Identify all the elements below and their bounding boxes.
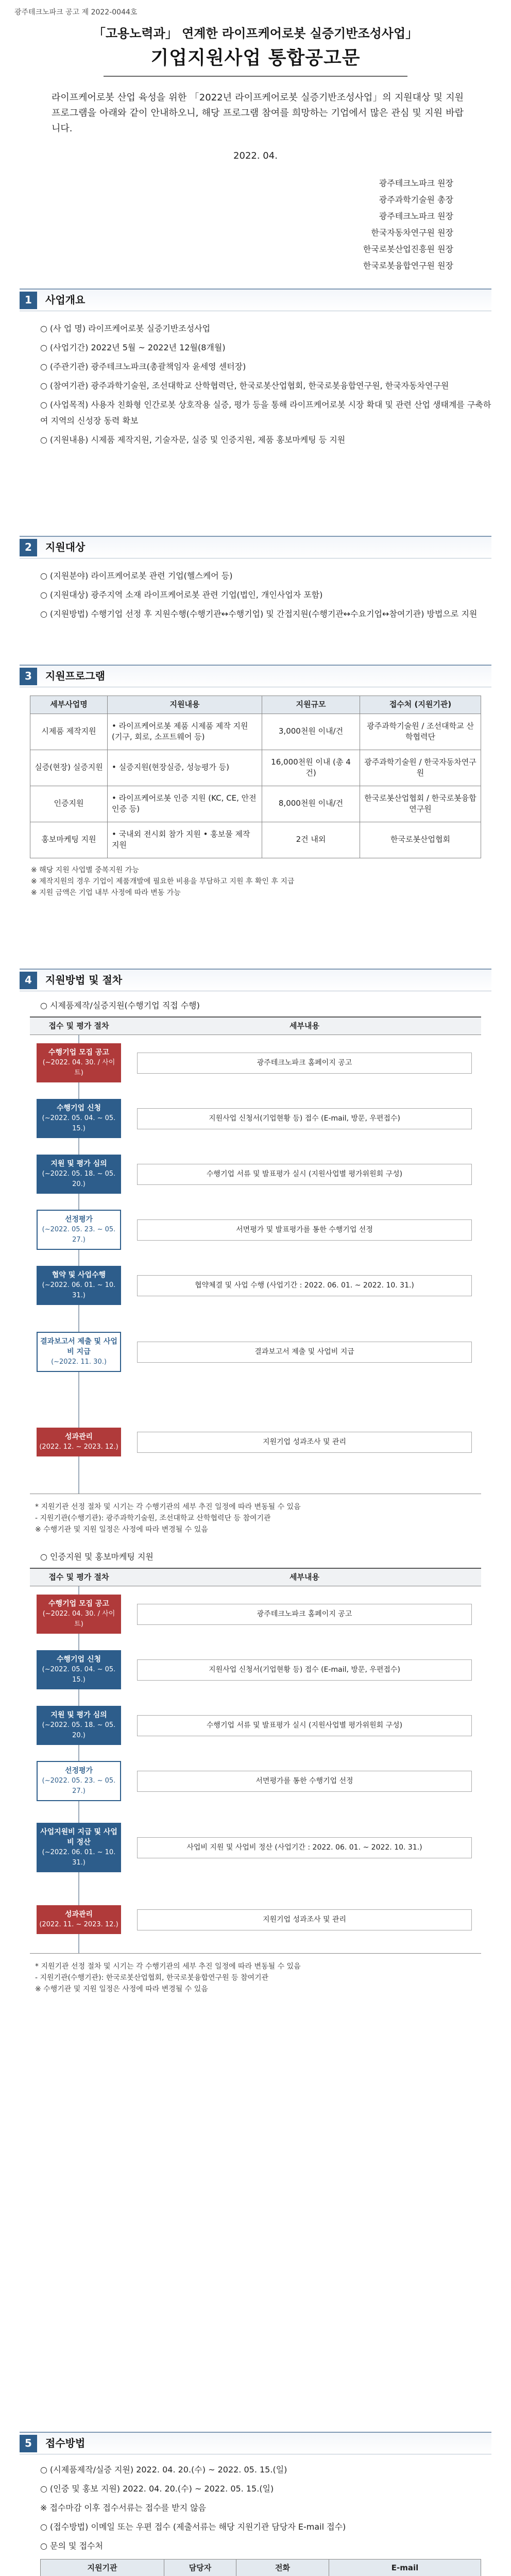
table-cell: 인증지원 (30, 786, 108, 822)
step-date: (~2022. 05. 23. ~ 05. 27.) (42, 1226, 116, 1244)
step-desc: 수행기업 서류 및 발표평가 실시 (지원사업별 평가위원회 구성) (137, 1164, 472, 1185)
step-desc: 서면평가 및 발표평가를 통한 수행기업 선정 (137, 1219, 472, 1241)
step-label: 수행기업 모집 공고 (48, 1048, 109, 1057)
flow-step-box (37, 1043, 121, 1082)
step-date: (~2022. 04. 30. / 사이트) (42, 1059, 115, 1077)
step-desc: 지원사업 신청서(기업현황 등) 접수 (E-mail, 방문, 우편접수) (137, 1108, 472, 1129)
section-title: 사업개요 (45, 294, 86, 306)
section-submission (20, 2432, 491, 2576)
column-header: 지원내용 (108, 696, 262, 714)
step-date: (2022. 11. ~ 2023. 12.) (39, 1921, 118, 1929)
step-date: (2022. 12. ~ 2023. 12.) (39, 1443, 118, 1451)
section-overview (20, 289, 491, 451)
table-cell: 광주과학기술원 / 조선대학교 산학협력단 (360, 714, 481, 750)
note-item: ※ 제작지원의 경우 기업이 제품개발에 필요한 비용을 부담하고 지원 후 확인 후 지급 (31, 877, 295, 886)
flow-step-box (37, 1099, 121, 1138)
section-number: 1 (20, 292, 37, 309)
title-underline (104, 76, 407, 77)
note-item: - 지원기관(수행기관): 광주과학기술원, 조선대학교 산학협력단 등 참여기관 (35, 1514, 271, 1523)
flow-chart-1 (30, 1016, 481, 1494)
section-header (20, 665, 491, 687)
org-item: 광주테크노파크 원장 (379, 178, 453, 188)
flow-step (30, 1146, 481, 1202)
column-header: 접수처 (지원기관) (360, 696, 481, 714)
section-number: 2 (20, 539, 37, 556)
flow-step (30, 1586, 481, 1642)
flow-subtitle: ○ 시제품제작/실증지원(수행기업 직접 수행) (40, 1001, 200, 1010)
list-item: ※ 접수마감 이후 접수서류는 접수를 받지 않음 (40, 2503, 207, 2513)
flow-step (30, 1035, 481, 1091)
section-title: 지원프로그램 (45, 670, 105, 682)
notes (31, 865, 491, 899)
section-procedure (20, 969, 491, 1995)
bullet-list (40, 320, 491, 448)
list-item: ○ (접수방법) 이메일 또는 우편 접수 (제출서류는 해당 지원기관 담당자 E-mail 접수) (40, 2522, 346, 2532)
flow-step (30, 1391, 481, 1494)
list-item: ○ (지원방법) 수행기업 선정 후 지원수행(수행기관↔수행기업) 및 간접지원(수행기관↔수요기업↔참여기관) 방법으로 지원 (40, 609, 478, 619)
table-cell: 2건 내외 (262, 822, 360, 858)
notes (35, 1501, 491, 1535)
org-item: 광주테크노파크 원장 (379, 211, 453, 221)
step-label: 수행기업 신청 (56, 1655, 101, 1664)
table-header-row (30, 696, 481, 714)
column-header: 지원규모 (262, 696, 360, 714)
section-title: 접수방법 (45, 2437, 86, 2449)
flow-header-left: 접수 및 평가 절차 (48, 1021, 109, 1030)
step-desc: 광주테크노파크 홈페이지 공고 (137, 1053, 472, 1074)
org-list (363, 175, 453, 274)
step-desc: 지원사업 신청서(기업현황 등) 접수 (E-mail, 방문, 우편접수) (137, 1659, 472, 1681)
program-table (30, 696, 481, 858)
table-cell: • 라이프케어로봇 인증 지원 (KC, CE, 안전인증 등) (108, 786, 262, 822)
table-row (30, 786, 481, 822)
section-number: 4 (20, 972, 37, 989)
table-header-row (41, 2560, 481, 2576)
step-date: (~2022. 05. 18. ~ 05. 20.) (42, 1170, 116, 1189)
step-desc: 광주테크노파크 홈페이지 공고 (137, 1604, 472, 1625)
section-title: 지원대상 (45, 541, 86, 553)
org-item: 한국로봇산업진흥원 원장 (363, 244, 453, 254)
step-label: 선정평가 (64, 1767, 93, 1775)
list-item: ○ (지원내용) 시제품 제작지원, 기술자문, 실증 및 인증지원, 제품 홍보마케팅 등 지원 (40, 435, 346, 445)
org-item: 한국자동차연구원 원장 (371, 228, 453, 238)
flow-step (30, 1886, 481, 1953)
step-label: 협약 및 사업수행 (52, 1271, 106, 1280)
step-label: 결과보고서 제출 및 사업비 지급 (40, 1337, 117, 1357)
step-desc: 지원기업 성과조사 및 관리 (137, 1909, 472, 1930)
step-label: 성과관리 (64, 1910, 93, 1919)
notes (35, 1961, 491, 1995)
section-programs (20, 665, 491, 899)
flow-step-box (37, 1761, 121, 1801)
step-desc: 결과보고서 제출 및 사업비 지급 (137, 1342, 472, 1363)
step-desc: 수행기업 서류 및 발표평가 실시 (지원사업별 평가위원회 구성) (137, 1715, 472, 1736)
list-item: ○ (사업목적) 사용자 친화형 인간로봇 상호작용 실증, 평가 등을 통해 라이프케어로봇 시장 확대 및 관련 산업 생태계를 구축하여 지역의 신성장 동력 확보 (40, 400, 491, 426)
step-date: (~2022. 05. 23. ~ 05. 27.) (42, 1777, 116, 1795)
step-date: (~2022. 11. 30.) (51, 1358, 107, 1366)
note-item: ※ 수행기관 및 지원 일정은 사정에 따라 변경될 수 있음 (35, 1526, 208, 1534)
step-date: (~2022. 06. 01. ~ 10. 31.) (42, 1281, 116, 1300)
step-label: 선정평가 (64, 1215, 93, 1224)
step-label: 수행기업 신청 (56, 1104, 101, 1113)
flow-step (30, 1258, 481, 1313)
step-date: (~2022. 05. 18. ~ 05. 20.) (42, 1721, 116, 1740)
list-item: ○ (사 업 명) 라이프케어로봇 실증기반조성사업 (40, 324, 211, 333)
step-date: (~2022. 05. 04. ~ 05. 15.) (42, 1114, 116, 1133)
contact-table (40, 2559, 481, 2576)
flow-subtitle: ○ 인증지원 및 홍보마케팅 지원 (40, 1552, 154, 1562)
step-desc: 협약체결 및 사업 수행 (사업기간 : 2022. 06. 01. ~ 2022. 10. 31.) (137, 1275, 472, 1296)
table-row (30, 714, 481, 750)
step-date: (~2022. 04. 30. / 사이트) (42, 1610, 115, 1629)
note-item: ※ 해당 지원 사업별 중복지원 가능 (31, 866, 139, 874)
table-cell: 광주과학기술원 / 한국자동차연구원 (360, 750, 481, 786)
step-label: 사업지원비 지급 및 사업비 정산 (40, 1828, 117, 1847)
flow-header (30, 1016, 481, 1035)
step-desc: 서면평가를 통한 수행기업 선정 (137, 1771, 472, 1792)
flow-step-box (37, 1332, 121, 1372)
table-cell: 한국로봇산업협회 (360, 822, 481, 858)
table-cell: 실증(현장) 실증지원 (30, 750, 108, 786)
table-cell: 3,000천원 이내/건 (262, 714, 360, 750)
table-cell: 8,000천원 이내/건 (262, 786, 360, 822)
intro-paragraph: 라이프케어로봇 산업 육성을 위한 「2022년 라이프케어로봇 실증기반조성사업」의 지원대상 및 지원 프로그램을 아래와 같이 안내하오니, 해당 프로그램 참여를 희망하는 기업에서 많은 관심 및 지원 바랍니다. (52, 92, 464, 134)
column-header: E-mail (329, 2560, 481, 2576)
table-cell: • 국내외 전시회 참가 지원 • 홍보물 제작 지원 (108, 822, 262, 858)
table-row (30, 822, 481, 858)
list-item: ○ (지원대상) 광주지역 소재 라이프케어로봇 관련 기업(법인, 개인사업자 포함) (40, 590, 323, 600)
step-date: (~2022. 05. 04. ~ 05. 15.) (42, 1666, 116, 1684)
table-cell: 홍보마케팅 지원 (30, 822, 108, 858)
section-number: 3 (20, 668, 37, 685)
section-header (20, 536, 491, 558)
list-item: ○ (지원분야) 라이프케어로봇 관련 기업(헬스케어 등) (40, 571, 233, 581)
list-item: ○ 문의 및 접수처 (40, 2541, 103, 2551)
flow-step (30, 1091, 481, 1146)
flow-chart-2 (30, 1568, 481, 1954)
flow-step-box (37, 1155, 121, 1194)
flow-header (30, 1568, 481, 1586)
bullet-list (40, 2462, 491, 2554)
table-cell: 한국로봇산업협회 / 한국로봇융합연구원 (360, 786, 481, 822)
table-cell: 시제품 제작지원 (30, 714, 108, 750)
flow-header-right: 세부내용 (289, 1021, 319, 1030)
section-header (20, 2432, 491, 2454)
step-label: 성과관리 (64, 1433, 93, 1442)
flow-step-box (37, 1905, 121, 1934)
list-item: ○ (시제품제작/실증 지원) 2022. 04. 20.(수) ~ 2022. 05. 15.(일) (40, 2465, 287, 2475)
section-header (20, 969, 491, 991)
section-number: 5 (20, 2435, 37, 2452)
bullet-list (40, 568, 491, 622)
flow-body (30, 1035, 481, 1494)
page-title: 기업지원사업 통합공고문 (150, 47, 361, 69)
list-item: ○ (주관기관) 광주테크노파크(총괄책임자 윤세영 센터장) (40, 362, 246, 371)
column-header: 세부사업명 (30, 696, 108, 714)
flow-step (30, 1642, 481, 1698)
flow-step (30, 1202, 481, 1258)
org-item: 광주과학기술원 총장 (379, 195, 453, 205)
flow-step-box (37, 1428, 121, 1456)
table-cell: • 실증지원(현장실증, 성능평가 등) (108, 750, 262, 786)
section-target (20, 536, 491, 625)
announce-date: 2022. 04. (233, 150, 278, 161)
table-cell: 16,000천원 이내 (총 4건) (262, 750, 360, 786)
flow-step (30, 1698, 481, 1753)
step-desc: 지원기업 성과조사 및 관리 (137, 1432, 472, 1453)
step-date: (~2022. 06. 01. ~ 10. 31.) (42, 1849, 116, 1867)
flow-step-box (37, 1706, 121, 1745)
list-item: ○ (사업기간) 2022년 5월 ~ 2022년 12월(8개월) (40, 343, 226, 352)
step-desc: 사업비 지원 및 사업비 정산 (사업기간 : 2022. 06. 01. ~ 2022. 10. 31.) (137, 1837, 472, 1858)
flow-step (30, 1809, 481, 1886)
column-header: 지원기관 (41, 2560, 164, 2576)
document-number: 광주테크노파크 공고 제 2022-0044호 (14, 8, 138, 16)
flow-step-box (37, 1823, 121, 1872)
table-cell: • 라이프케어로봇 제품 시제품 제작 지원 (기구, 회로, 소프트웨어 등) (108, 714, 262, 750)
step-label: 지원 및 평가 심의 (50, 1160, 107, 1168)
flow-step (30, 1313, 481, 1391)
org-item: 한국로봇융합연구원 원장 (363, 261, 453, 270)
column-header: 전화 (236, 2560, 329, 2576)
note-item: ※ 지원 금액은 기업 내부 사정에 따라 변동 가능 (31, 888, 181, 897)
sub-title: 「고용노력과」 연계한 라이프케어로봇 실증기반조성사업」 (93, 26, 418, 41)
note-item: - 지원기관(수행기관): 한국로봇산업협회, 한국로봇융합연구원 등 참여기관 (35, 1974, 269, 1982)
flow-step-box (37, 1210, 121, 1250)
flow-step-box (37, 1595, 121, 1634)
flow-header-right: 세부내용 (289, 1572, 319, 1582)
title-block (0, 25, 511, 77)
section-title: 지원방법 및 절차 (45, 974, 123, 986)
column-header: 담당자 (164, 2560, 236, 2576)
note-item: ※ 수행기관 및 지원 일정은 사정에 따라 변경될 수 있음 (35, 1985, 208, 1994)
flow-step-box (37, 1650, 121, 1689)
flow-body (30, 1586, 481, 1953)
step-label: 지원 및 평가 심의 (50, 1711, 107, 1720)
table-row (30, 750, 481, 786)
section-header (20, 289, 491, 311)
flow-header-left: 접수 및 평가 절차 (48, 1572, 109, 1582)
flow-step (30, 1753, 481, 1809)
list-item: ○ (인증 및 홍보 지원) 2022. 04. 20.(수) ~ 2022. 05. 15.(일) (40, 2484, 274, 2494)
step-label: 수행기업 모집 공고 (48, 1600, 109, 1608)
list-item: ○ (참여기관) 광주과학기술원, 조선대학교 산학협력단, 한국로봇산업협회, 한국로봇융합연구원, 한국자동차연구원 (40, 381, 449, 391)
note-item: * 지원기관 선정 절차 및 시기는 각 수행기관의 세부 추진 일정에 따라 변동될 수 있음 (35, 1503, 301, 1512)
note-item: * 지원기관 선정 절차 및 시기는 각 수행기관의 세부 추진 일정에 따라 변동될 수 있음 (35, 1962, 301, 1971)
flow-step-box (37, 1266, 121, 1305)
